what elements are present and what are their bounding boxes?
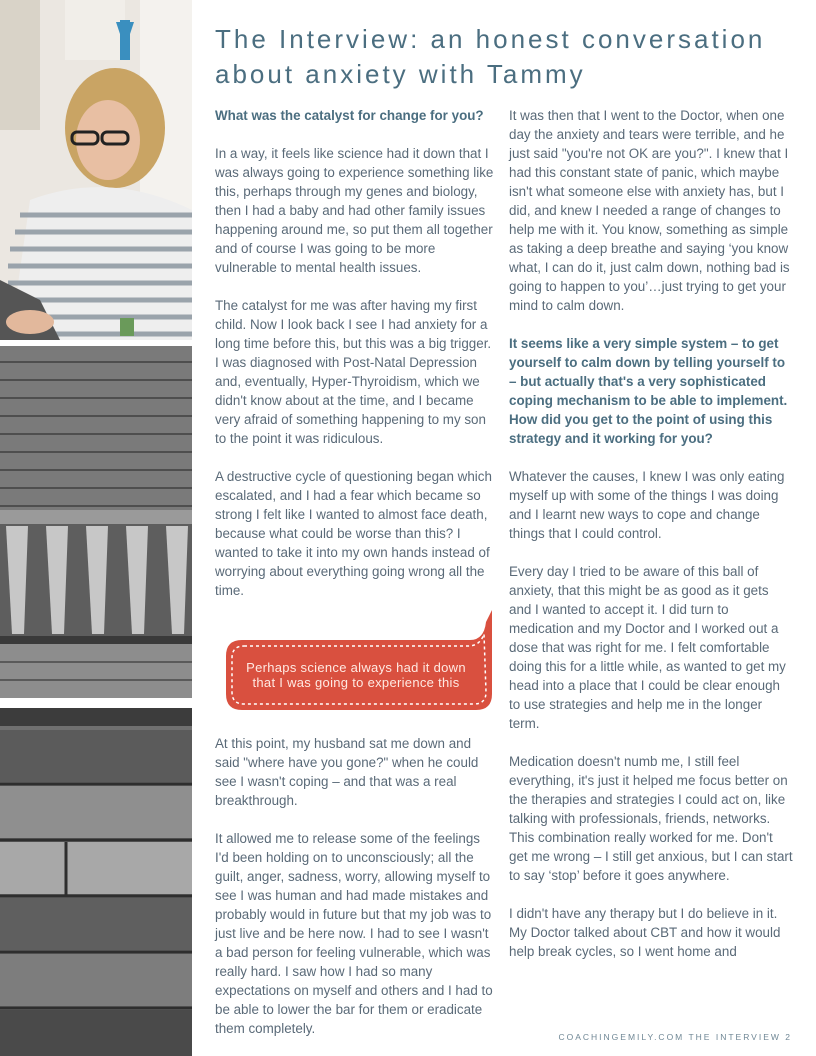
question-1: What was the catalyst for change for you? <box>215 108 484 123</box>
paragraph: It allowed me to release some of the feelings I'd been holding on to unconsciously; all the guilt, anger, sadness, worry, allowing myself to see I was human and had made mistakes and probably would in future but that my job was to just live and be here now. I had to see I wasn't a bad person for feeling vulnerable, which was really hard. I saw how I had so many expectations on myself and others and I had to be able to lower the bar for them or eradicate them completely. <box>215 831 493 1036</box>
page-footer: COACHINGEMILY.COM THE INTERVIEW 2 <box>558 1032 792 1042</box>
question-2: It seems like a very simple system – to get yourself to calm down by telling yourself to – but actually that's a very sophisticated coping mechanism to be able to implement. How did you get to the point of using this strategy and it working for you? <box>509 336 788 446</box>
article-column-right <box>509 106 793 980</box>
pull-quote-text: Perhaps science always had it down that I was going to experience this <box>246 660 466 690</box>
paragraph: The catalyst for me was after having my first child. Now I look back I see I had anxiety for a long time before this, but this was a big trigger. I was diagnosed with Post-Natal Depression and, eventually, Hyper-Thyroidism, which we didn't know about at the time, and I became very afraid of something happening to my son to the point it was ridiculous. <box>215 298 492 446</box>
paragraph: A destructive cycle of questioning began which escalated, and I had a fear which became so strong I felt like I wanted to almost face death, because what could be worse than this? I wanted to take it into my own hands instead of worrying about everything going wrong all the time. <box>215 469 492 598</box>
paragraph: It was then that I went to the Doctor, when one day the anxiety and tears were terrible, and he just said "you're not OK are you?". I knew that I had this constant state of panic, which maybe isn't what someone else with anxiety has, but I did, and knew I needed a range of changes to help me with it. You know, something as simple as taking a deep breathe and saying ‘you know what, I can do it, just calm down, nothing bad is going to happen to you’…just trying to get your mind to calm down. <box>509 108 790 313</box>
photo-brick-wall <box>0 346 192 698</box>
paragraph: Whatever the causes, I knew I was only eating myself up with some of the things I was doing and I learnt new ways to cope and change things that I could control. <box>509 469 785 541</box>
paragraph: Medication doesn't numb me, I still feel everything, it's just it helped me focus better on the therapies and strategies I could act on, like talking with professionals, friends, networks. This combination really worked for me. Don't get me wrong – I still get anxious, but I can start to say ‘stop’ before it goes anywhere. <box>509 754 793 883</box>
paragraph: I didn't have any therapy but I do believe in it. My Doctor talked about CBT and how it would help break cycles, so I went home and <box>509 906 781 959</box>
photo-woman-at-laptop <box>0 0 192 340</box>
photo-wood-planks <box>0 708 192 1056</box>
paragraph: Every day I tried to be aware of this ball of anxiety, that this might be as good as it gets and I wanted to accept it. I did turn to medication and my Doctor and I worked out a dose that was right for me. I felt comfortable doing this for a little while, as wanted to get my head into a place that I could be clear enough to use strategies and help me in the longer term. <box>509 564 786 731</box>
paragraph: In a way, it feels like science had it down that I was always going to experience something like this, perhaps through my genes and biology, then I had a baby and had other family issues happening around me, so put them all together and of course I was going to be more vulnerable to mental health issues. <box>215 146 494 275</box>
page-title: The Interview: an honest conversation about anxiety with Tammy <box>215 24 766 89</box>
pull-quote <box>220 640 492 710</box>
paragraph: At this point, my husband sat me down and said "where have you gone?" when he could see I wasn't coping – and that was a real breakthrough. <box>215 736 479 808</box>
article-column-left <box>215 106 497 619</box>
article-column-left-lower <box>215 734 497 1056</box>
